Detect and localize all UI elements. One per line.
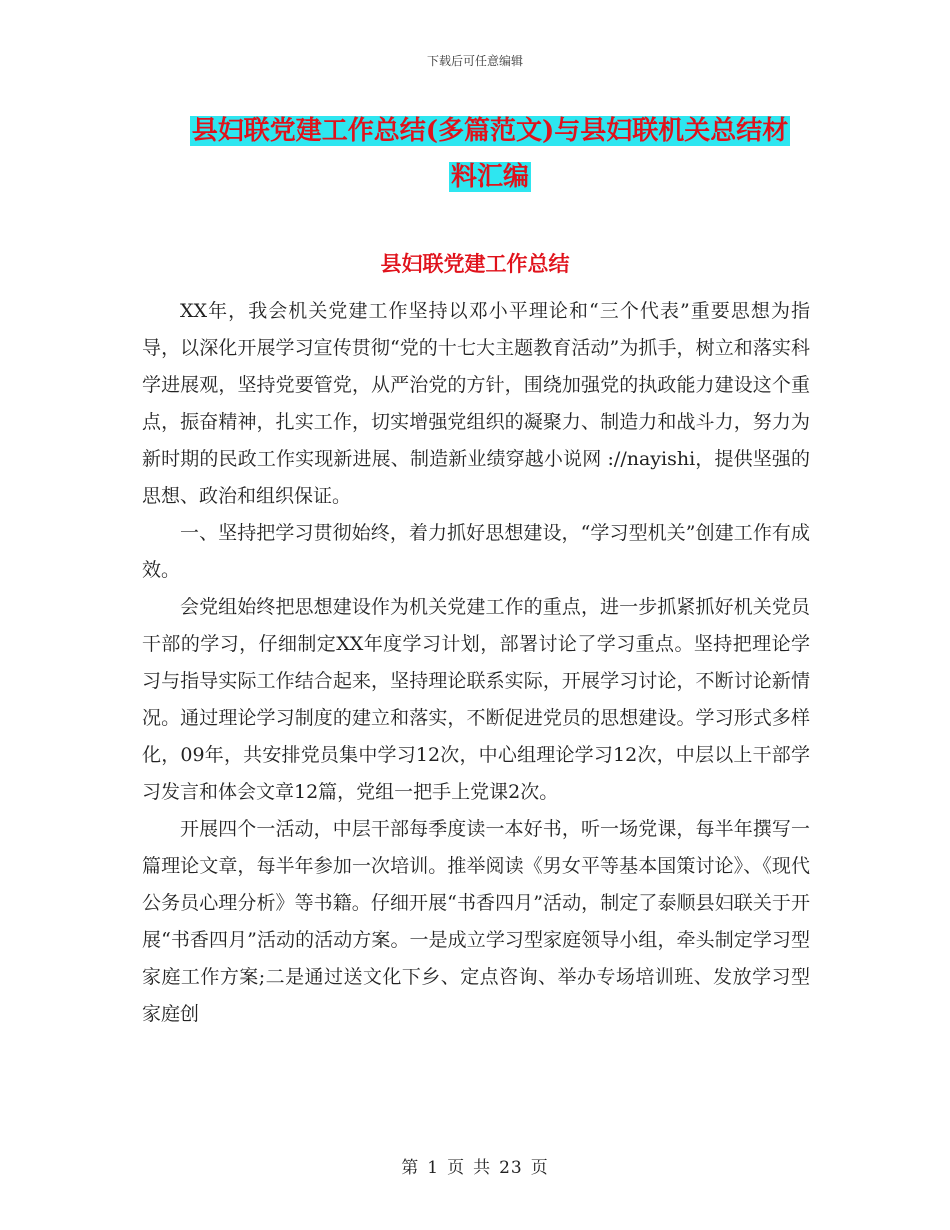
footer-total-pages: 23: [499, 1158, 523, 1178]
paragraph-1: XX年，我会机关党建工作坚持以邓小平理论和“三个代表”重要思想为指导，以深化开展学习宣传贯彻“党的十七大主题教育活动”为抓手，树立和落实科学进展观，坚持党要管党，从严治党的方针，围绕加强党的执政能力建设这个重点，振奋精神，扎实工作，切实增强党组织的凝聚力、制造力和战斗力，努力为新时期的民政工作实现新进展、制造新业绩穿越小说网 ://nayishi，提供坚强的思想、政治和组织保证。: [142, 300, 810, 507]
footer-total-unit: 页: [530, 1158, 549, 1178]
document-title-line-1: [140, 108, 840, 154]
body-text: [142, 293, 810, 1033]
header-note: 下载后可任意编辑: [426, 54, 523, 68]
title-highlight-2: 料汇编: [450, 162, 529, 192]
page-footer: [0, 1153, 950, 1178]
footer-page-number: 1: [427, 1158, 440, 1178]
paragraph-4: 开展四个一活动，中层干部每季度读一本好书，听一场党课，每半年撰写一篇理论文章，每半年参加一次培训。推举阅读《男女平等基本国策讨论》、《现代公务员心理分析》等书籍。仔细开展“书香四月”活动，制定了泰顺县妇联关于开展“书香四月”活动的活动方案。一是成立学习型家庭领导小组，牵头制定学习型家庭工作方案;二是通过送文化下乡、定点咨询、举办专场培训班、发放学习型家庭创: [142, 818, 810, 1025]
document-title: [140, 108, 840, 200]
footer-page-unit: 页: [447, 1158, 466, 1178]
footer-total-prefix: 共: [473, 1158, 492, 1178]
paragraph-3: 会党组始终把思想建设作为机关党建工作的重点，进一步抓紧抓好机关党员干部的学习，仔细制定XX年度学习计划，部署讨论了学习重点。坚持把理论学习与指导实际工作结合起来，坚持理论联系实际，开展学习讨论，不断讨论新情况。通过理论学习制度的建立和落实，不断促进党员的思想建设。学习形式多样化，09年，共安排党员集中学习12次，中心组理论学习12次，中层以上干部学习发言和体会文章12篇，党组一把手上党课2次。: [142, 596, 810, 803]
title-highlight-1: 县妇联党建工作总结(多篇范文)与县妇联机关总结材: [191, 116, 789, 146]
section-title: 县妇联党建工作总结: [380, 251, 570, 276]
footer-prefix: 第: [401, 1158, 420, 1178]
paragraph-2: 一、坚持把学习贯彻始终，着力抓好思想建设，“学习型机关”创建工作有成效。: [142, 522, 810, 581]
document-title-line-2: [140, 154, 840, 200]
